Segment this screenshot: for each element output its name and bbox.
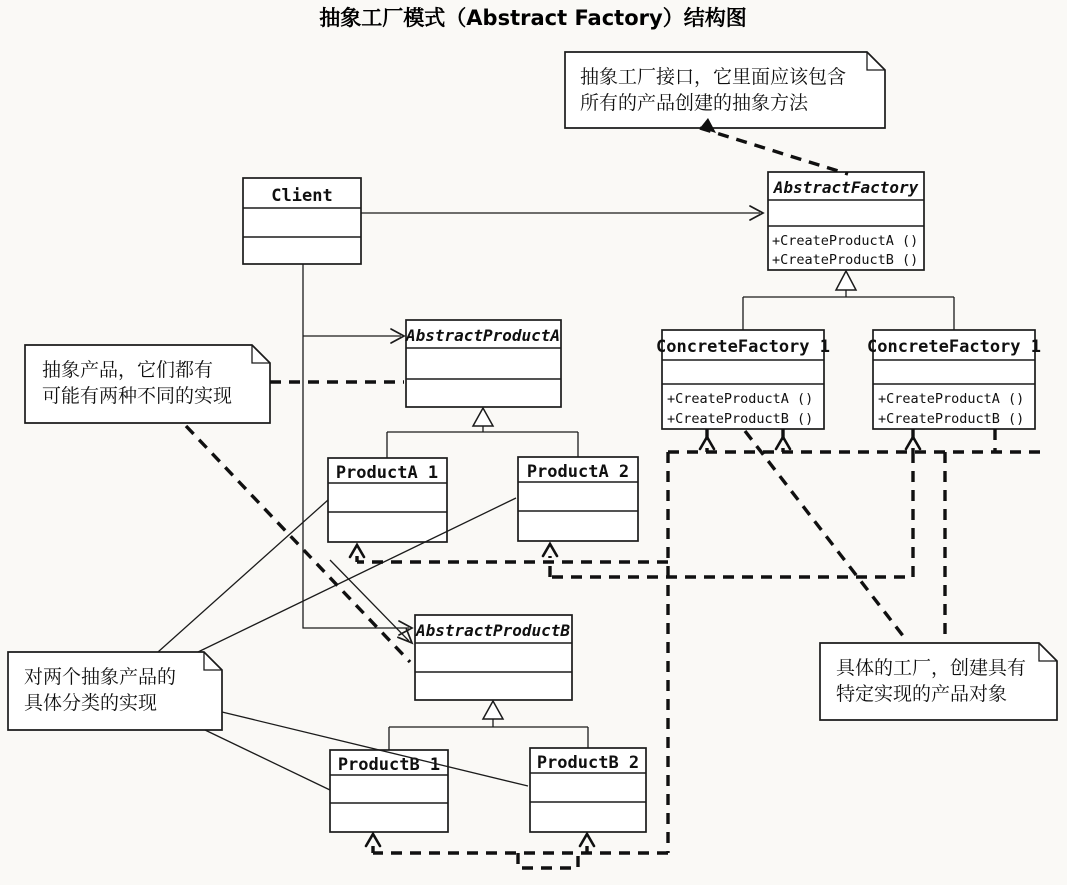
note-text: 抽象产品，它们都有 bbox=[42, 359, 214, 381]
class-name: AbstractFactory bbox=[773, 178, 919, 197]
note-text: 具体的工厂，创建具有 bbox=[836, 657, 1027, 679]
generalization-line bbox=[743, 290, 954, 330]
note-concrete-products bbox=[8, 652, 222, 730]
generalization-abstract-product-b bbox=[389, 701, 588, 750]
note-concrete-factories bbox=[820, 643, 1057, 720]
page-title: 抽象工厂模式（Abstract Factory）结构图 bbox=[319, 6, 747, 30]
class-product-b2 bbox=[530, 748, 646, 832]
note-abstract-products bbox=[25, 345, 270, 423]
class-abstract-product-a bbox=[405, 320, 561, 407]
class-name: ConcreteFactory 1 bbox=[656, 337, 830, 357]
generalization-abstract-product-a bbox=[387, 408, 578, 458]
class-method: +CreateProductA () bbox=[772, 233, 919, 249]
open-arrowhead bbox=[350, 545, 364, 557]
class-name: ProductB 2 bbox=[536, 753, 640, 773]
note-text: 所有的产品创建的抽象方法 bbox=[580, 92, 809, 114]
dependency-to-product-a1 bbox=[357, 556, 668, 562]
class-client bbox=[243, 178, 361, 264]
class-product-a2 bbox=[518, 457, 638, 541]
note-body bbox=[565, 52, 885, 128]
class-name: ProductB 1 bbox=[337, 755, 441, 775]
open-arrowhead bbox=[366, 834, 380, 846]
dependency-to-product-b1 bbox=[373, 846, 668, 853]
class-method: +CreateProductB () bbox=[878, 411, 1025, 427]
note-anchor-abstract-factory bbox=[700, 128, 848, 174]
open-arrowhead bbox=[906, 437, 920, 449]
class-name: ConcreteFactory 1 bbox=[867, 337, 1041, 357]
note-body bbox=[8, 652, 222, 730]
class-method: +CreateProductB () bbox=[772, 252, 919, 268]
open-arrowhead bbox=[776, 437, 790, 449]
note-factory-interface bbox=[565, 52, 885, 128]
anchor-line bbox=[330, 560, 409, 641]
class-abstract-product-b bbox=[415, 615, 572, 700]
class-name: ProductA 1 bbox=[335, 463, 439, 483]
note-body bbox=[25, 345, 270, 423]
open-arrowhead bbox=[543, 544, 557, 556]
association-client-products bbox=[303, 264, 409, 628]
class-product-a1 bbox=[328, 458, 447, 542]
class-method: +CreateProductB () bbox=[667, 411, 814, 427]
class-concrete-factory-right bbox=[867, 330, 1041, 429]
triangle-arrowhead bbox=[836, 271, 856, 290]
class-name: AbstractProductA bbox=[405, 326, 561, 345]
dependency-to-product-b2 bbox=[518, 846, 587, 868]
class-name: AbstractProductB bbox=[415, 621, 571, 640]
generalization-line bbox=[389, 719, 588, 750]
open-arrowhead bbox=[700, 437, 714, 449]
association-lines bbox=[158, 206, 763, 790]
note-anchor-product-b1 bbox=[205, 730, 330, 790]
note-text: 抽象工厂接口，它里面应该包含 bbox=[580, 66, 847, 88]
class-name: Client bbox=[271, 186, 333, 206]
triangle-arrowhead bbox=[483, 701, 503, 719]
generalization-abstract-factory bbox=[743, 271, 954, 330]
note-body bbox=[820, 643, 1057, 720]
class-concrete-factory-left bbox=[656, 330, 830, 429]
note-anchor-diagonal bbox=[745, 431, 907, 641]
class-method: +CreateProductA () bbox=[667, 391, 814, 407]
open-arrowhead bbox=[580, 834, 594, 846]
note-text: 可能有两种不同的实现 bbox=[42, 385, 233, 407]
note-text: 对两个抽象产品的 bbox=[24, 666, 177, 688]
class-abstract-factory bbox=[768, 172, 924, 270]
class-name: ProductA 2 bbox=[526, 462, 630, 482]
triangle-arrowhead bbox=[473, 408, 493, 426]
generalization-line bbox=[387, 426, 578, 458]
note-text: 特定实现的产品对象 bbox=[836, 683, 1008, 705]
class-method: +CreateProductA () bbox=[878, 391, 1025, 407]
note-text: 具体分类的实现 bbox=[24, 692, 158, 714]
